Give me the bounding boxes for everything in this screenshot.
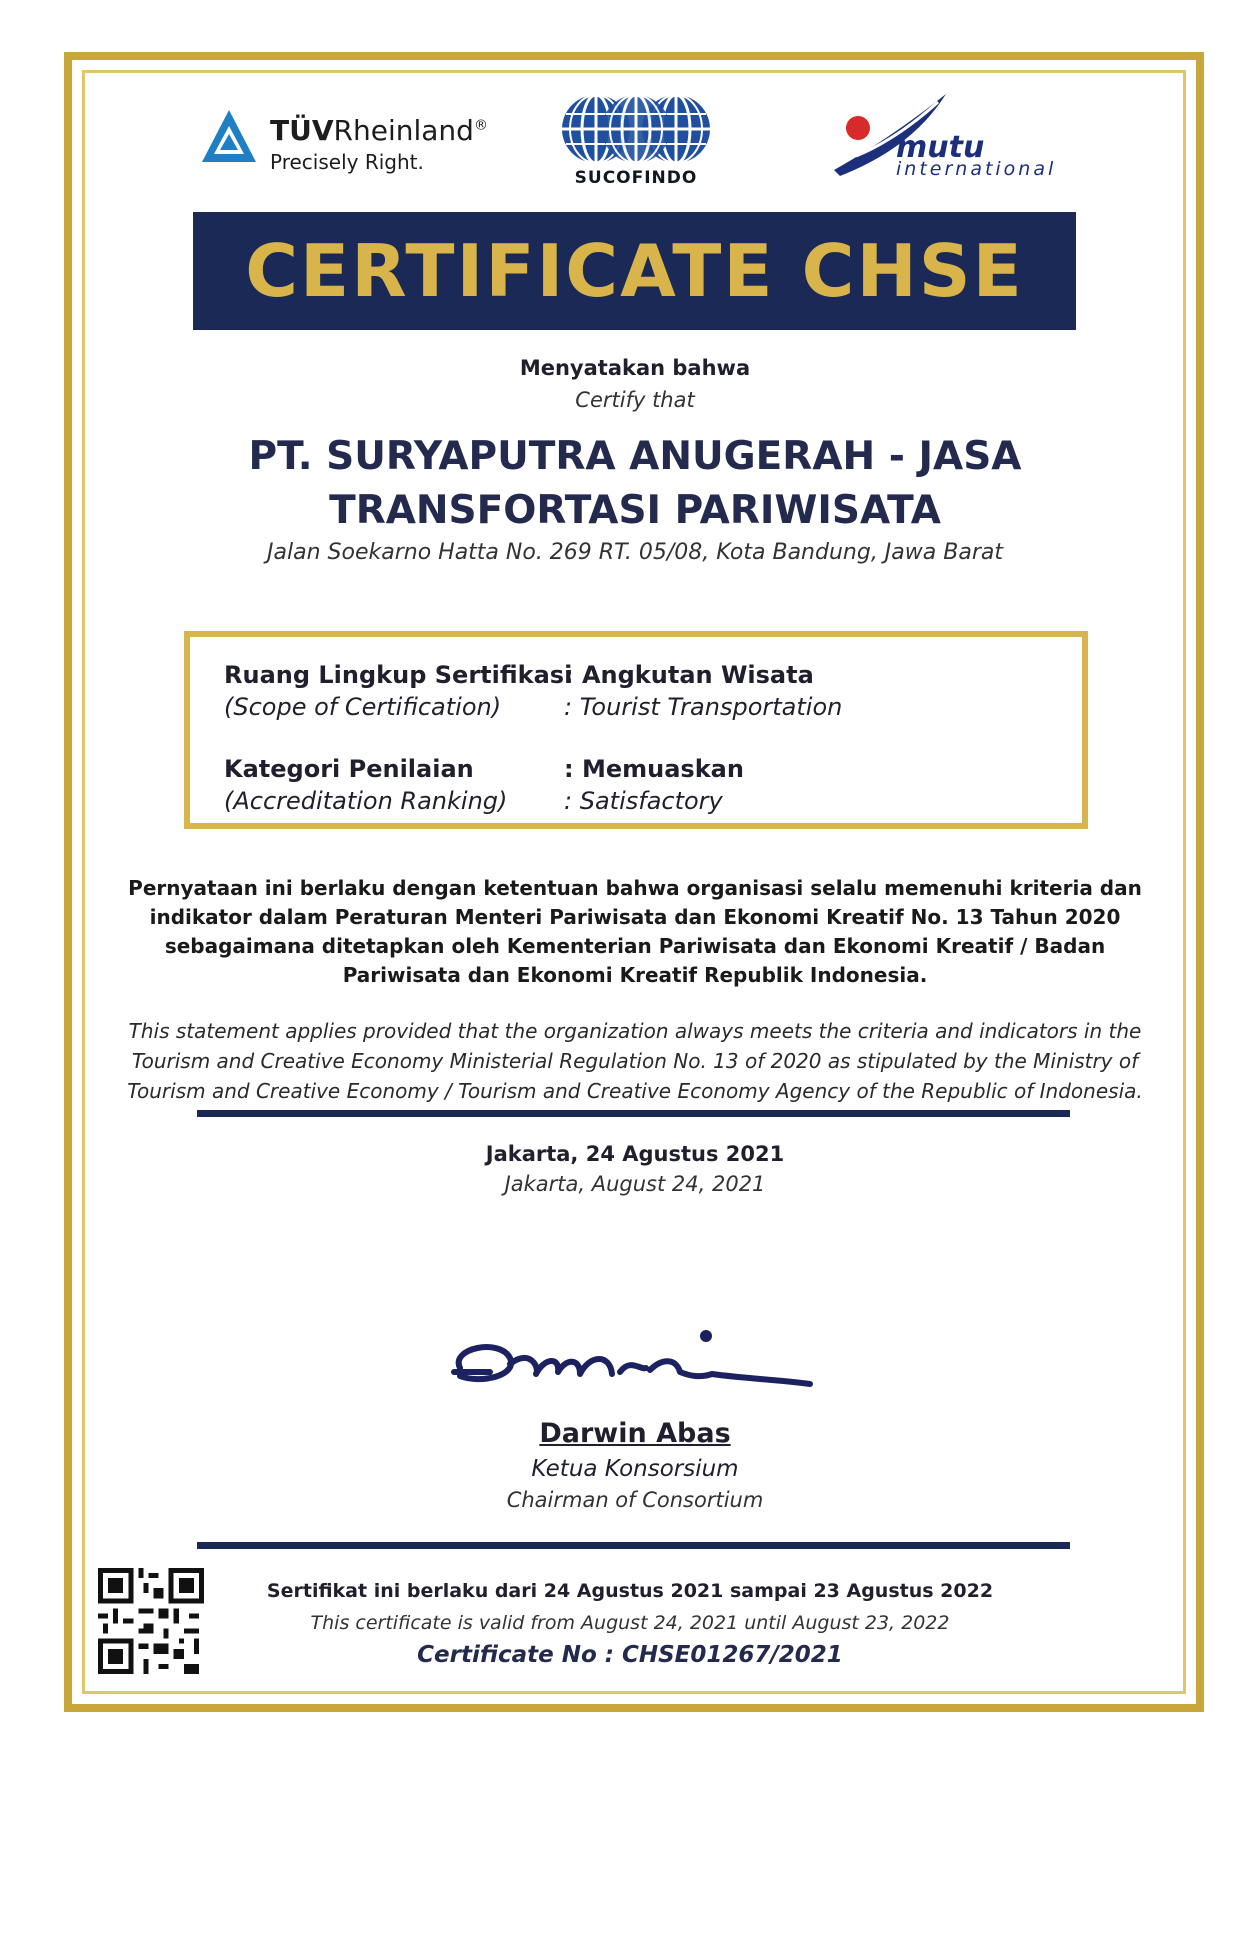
- company-name: [100, 430, 1170, 538]
- issue-date-en: Jakarta, August 24, 2021: [504, 1172, 766, 1196]
- ranking-label-en: (Accreditation Ranking): [224, 787, 508, 815]
- validity-id: Sertifikat ini berlaku dari 24 Agustus 2021 sampai 23 Agustus 2022: [266, 1580, 994, 1602]
- tuv-triangle-icon: [200, 108, 258, 166]
- signatory-title-id: Ketua Konsorsium: [531, 1456, 739, 1482]
- mutu-international: international: [896, 158, 1057, 180]
- certificate-banner: [193, 212, 1076, 330]
- company-address: Jalan Soekarno Hatta No. 269 RT. 05/08, Kota Bandung, Jawa Barat: [267, 540, 1003, 565]
- scope-box: [184, 631, 1088, 829]
- tuv-tagline: Precisely Right.: [270, 150, 424, 174]
- certificate-title: CERTIFICATE CHSE: [245, 229, 1024, 313]
- statement-id: Pernyataan ini berlaku dengan ketentuan bahwa organisasi selalu memenuhi kriteria dan indikator dalam Peraturan Menteri Pariwisata dan Ekonomi Kreatif No. 13 Tahun 2020 sebagaimana ditetapkan oleh Kementerian Pariwisata dan Ekonomi Kreatif / Badan Pariwisata dan Ekonomi Kreatif Republik Indonesia.: [128, 876, 1142, 987]
- signatory-title-en: Chairman of Consortium: [506, 1488, 764, 1512]
- ranking-label-id: Kategori Penilaian: [224, 755, 474, 783]
- ranking-value-en: : Satisfactory: [564, 787, 723, 815]
- sucofindo-label: SUCOFINDO: [574, 168, 698, 188]
- scope-value-id: : Angkutan Wisata: [564, 661, 814, 689]
- globe-icon: [558, 92, 714, 166]
- scope-label-id: Ruang Lingkup Sertifikasi: [224, 661, 573, 689]
- certificate-number: Certificate No : CHSE01267/2021: [417, 1642, 843, 1668]
- company-name-line-2: TRANSFORTASI PARIWISATA: [329, 488, 941, 533]
- validity-en: This certificate is valid from August 24, 2021 until August 23, 2022: [310, 1612, 950, 1634]
- mutu-word: mutu: [896, 130, 985, 165]
- statement-en: This statement applies provided that the organization always meets the criteria and indicators in the Tourism and Creative Economy Ministerial Regulation No. 13 of 2020 as stipulated by the Ministry of Tourism and Creative Economy / Tourism and Creative Economy Agency of the Republic of Indonesia.: [127, 1019, 1143, 1103]
- company-name-line-1: PT. SURYAPUTRA ANUGERAH - JASA: [248, 434, 1022, 479]
- scope-value-en: : Tourist Transportation: [564, 693, 843, 721]
- divider: [197, 1110, 1070, 1117]
- divider: [197, 1542, 1070, 1549]
- tuv-name: TÜVRheinland®: [270, 114, 488, 147]
- sucofindo-logo: [556, 92, 716, 188]
- signature: [440, 1318, 840, 1408]
- issue-date-id: Jakarta, 24 Agustus 2021: [485, 1142, 785, 1166]
- mutu-international-logo: [826, 92, 1066, 182]
- scope-label-en: (Scope of Certification): [224, 693, 502, 721]
- certify-statement-en: Certify that: [575, 388, 695, 412]
- ranking-value-id: : Memuaskan: [564, 755, 744, 783]
- certify-statement-id: Menyatakan bahwa: [519, 356, 751, 380]
- signatory-name: Darwin Abas: [539, 1418, 731, 1449]
- qr-code-icon: [98, 1568, 204, 1674]
